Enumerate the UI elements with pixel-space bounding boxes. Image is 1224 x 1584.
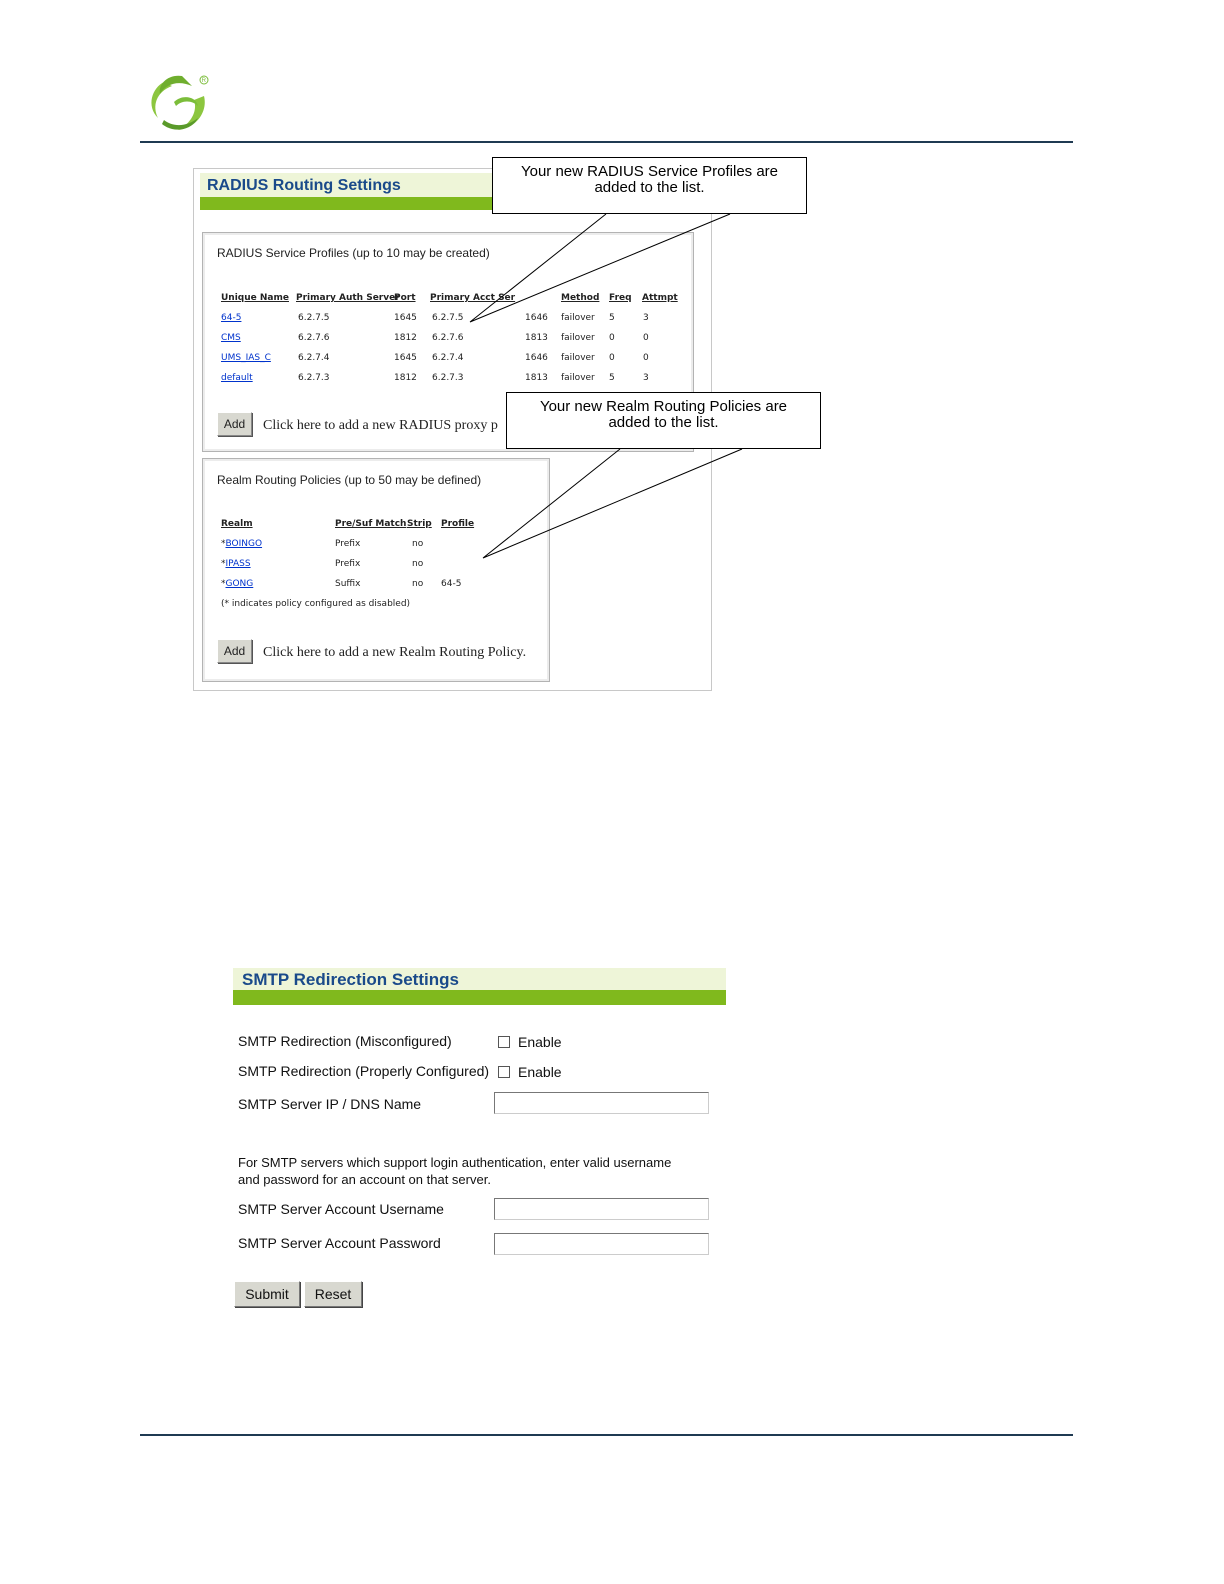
realm-link[interactable]: GONG [225, 579, 254, 589]
table-cell: no [412, 539, 424, 549]
table-cell: 1812 [394, 333, 417, 343]
footer-rule [140, 1434, 1073, 1436]
reset-button[interactable]: Reset [304, 1281, 362, 1307]
table-cell: 6.2.7.3 [298, 373, 330, 383]
table-cell: 1646 [525, 313, 548, 323]
table-cell: Prefix [335, 539, 361, 549]
table-cell: 6.2.7.4 [298, 353, 330, 363]
smtp-auth-note-line1: For SMTP servers which support login authentication, enter valid username [238, 1155, 672, 1170]
table-cell: Suffix [335, 579, 361, 589]
col-attmpt[interactable]: Attmpt [642, 293, 678, 303]
col-pre-suf-match[interactable]: Pre/Suf Match [335, 519, 407, 529]
table-cell: 0 [609, 333, 615, 343]
profiles-section-title: RADIUS Service Profiles (up to 10 may be created) [217, 246, 490, 260]
table-cell: 3 [643, 313, 649, 323]
table-cell: 5 [609, 373, 615, 383]
smtp-auth-note-line2: and password for an account on that server. [238, 1172, 491, 1187]
table-cell: 6.2.7.5 [432, 313, 464, 323]
smtp-proper-checkbox[interactable] [498, 1066, 510, 1078]
smtp-server-input[interactable] [494, 1092, 709, 1114]
col-realm[interactable]: Realm [221, 519, 253, 529]
smtp-misconfigured-enable-label[interactable]: Enable [518, 1034, 562, 1050]
profile-link[interactable]: CMS [221, 333, 241, 343]
table-cell: 1645 [394, 353, 417, 363]
disabled-marker: * [221, 559, 226, 569]
radius-title: RADIUS Routing Settings [200, 173, 705, 197]
table-cell: 3 [643, 373, 649, 383]
profiles-callout-line1: Your new RADIUS Service Profiles are [520, 163, 779, 180]
realm-link[interactable]: IPASS [225, 559, 251, 569]
submit-button[interactable]: Submit [234, 1281, 300, 1307]
smtp-username-label: SMTP Server Account Username [238, 1201, 444, 1217]
realm-callout-pointer [483, 449, 742, 558]
table-cell: 1812 [394, 373, 417, 383]
profile-link[interactable]: 64-5 [221, 313, 242, 323]
table-cell: 6.2.7.4 [432, 353, 464, 363]
col-auth-port[interactable]: Port [394, 293, 416, 303]
profiles-callout [492, 157, 807, 214]
realm-section-title: Realm Routing Policies (up to 50 may be defined) [217, 473, 482, 487]
smtp-username-input[interactable] [494, 1198, 709, 1220]
smtp-title-bar [233, 990, 726, 1005]
col-profile[interactable]: Profile [441, 519, 475, 529]
table-cell: 0 [643, 353, 649, 363]
table-cell: 6.2.7.6 [298, 333, 330, 343]
realm-callout [506, 392, 821, 449]
add-profile-button[interactable]: Add [217, 412, 252, 436]
col-primary-auth-server[interactable]: Primary Auth Server [296, 293, 400, 303]
table-cell: failover [561, 313, 595, 323]
add-realm-button[interactable]: Add [217, 639, 252, 663]
realm-callout-line2: added to the list. [608, 414, 719, 431]
disabled-note: (* indicates policy configured as disabled) [221, 599, 411, 609]
realm-link[interactable]: BOINGO [225, 539, 263, 549]
table-cell: 0 [609, 353, 615, 363]
add-profile-description: Click here to add a new RADIUS proxy p [263, 418, 498, 433]
table-cell: 1813 [525, 373, 548, 383]
disabled-marker: * [221, 579, 226, 589]
smtp-proper-label: SMTP Redirection (Properly Configured) [238, 1063, 490, 1079]
smtp-misconfigured-label: SMTP Redirection (Misconfigured) [238, 1033, 452, 1049]
table-cell: 1645 [394, 313, 417, 323]
table-cell: no [412, 559, 424, 569]
table-cell: 5 [609, 313, 615, 323]
smtp-proper-enable-label[interactable]: Enable [518, 1064, 562, 1080]
col-primary-acct-server[interactable]: Primary Acct Ser [430, 293, 516, 303]
table-cell: 1646 [525, 353, 548, 363]
realm-callout-line1: Your new Realm Routing Policies are [539, 398, 788, 415]
table-cell: 6.2.7.3 [432, 373, 464, 383]
table-cell: failover [561, 333, 595, 343]
profile-link[interactable]: UMS_IAS_C [221, 353, 271, 363]
callout-pointers [0, 0, 1224, 720]
smtp-password-label: SMTP Server Account Password [238, 1235, 441, 1251]
table-cell: failover [561, 353, 595, 363]
table-cell: failover [561, 373, 595, 383]
table-cell: 0 [643, 333, 649, 343]
add-realm-description: Click here to add a new Realm Routing Policy. [263, 645, 527, 660]
col-unique-name[interactable]: Unique Name [221, 293, 289, 303]
svg-text:R: R [201, 78, 206, 85]
smtp-server-label: SMTP Server IP / DNS Name [238, 1096, 422, 1112]
table-cell: 1813 [525, 333, 548, 343]
disabled-marker: * [221, 539, 226, 549]
col-method[interactable]: Method [561, 293, 600, 303]
smtp-password-input[interactable] [494, 1233, 709, 1255]
col-strip[interactable]: Strip [407, 519, 432, 529]
profiles-callout-pointer [470, 214, 730, 322]
col-freq[interactable]: Freq [609, 293, 632, 303]
profile-link[interactable]: default [221, 373, 253, 383]
smtp-title: SMTP Redirection Settings [233, 968, 726, 990]
table-cell: 6.2.7.6 [432, 333, 464, 343]
table-cell: no [412, 579, 424, 589]
smtp-misconfigured-checkbox[interactable] [498, 1036, 510, 1048]
table-cell: Prefix [335, 559, 361, 569]
profiles-callout-line2: added to the list. [594, 179, 705, 196]
table-cell: 6.2.7.5 [298, 313, 330, 323]
table-cell: 64-5 [441, 579, 462, 589]
